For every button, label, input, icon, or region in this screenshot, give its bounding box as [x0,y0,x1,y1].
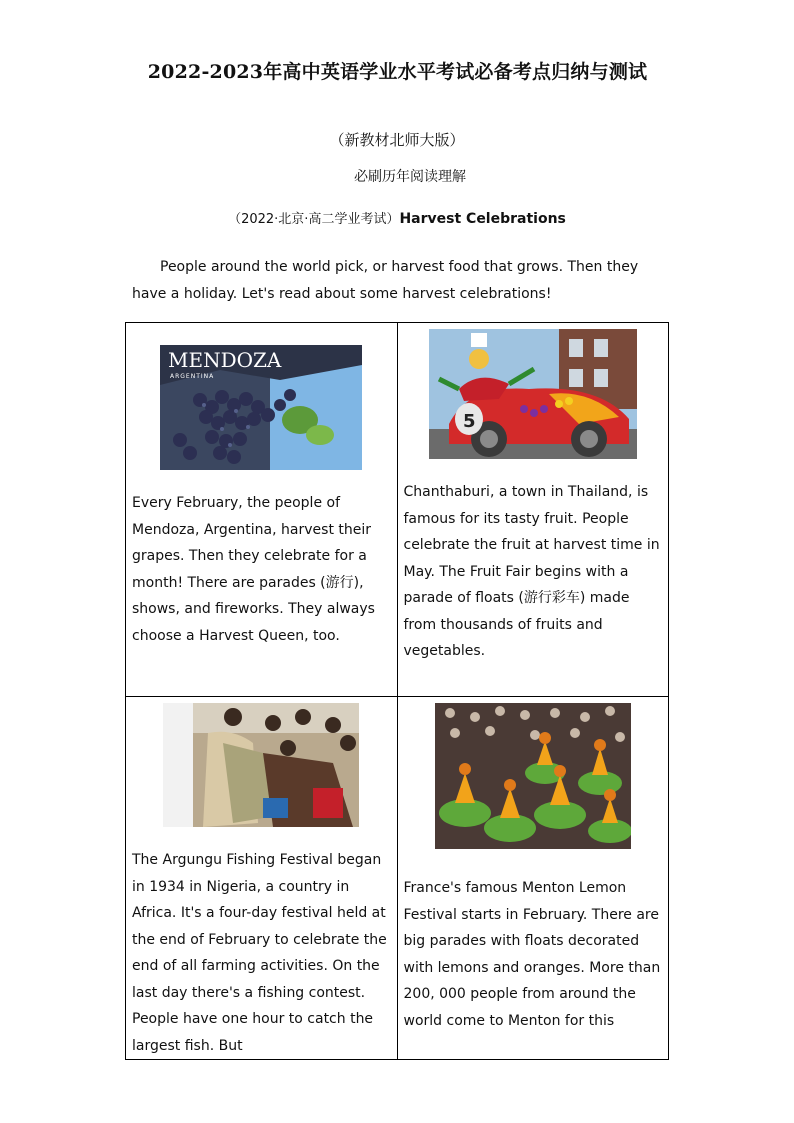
fishing-festival-image [163,703,359,827]
cell-chanthaburi [397,323,669,697]
edition-label: （新教材北师大版） [329,131,465,149]
section-heading: 必刷历年阅读理解 [354,169,466,185]
table-row [126,697,669,1060]
passage-source [0,208,794,231]
cell-text-menton: France's famous Menton Lemon Festival starts in February. There are big parades with floats decorated with lemons and oranges. More than 200, 000 people from around the world come to Menton for this [403,880,661,1029]
cell-menton [397,697,669,1060]
source-tag: （2022·北京·高二学业考试） [228,212,400,227]
document-title: 2022-2023年高中英语学业水平考试必备考点归纳与测试 [147,61,648,83]
intro-paragraph: People around the world pick, or harvest food that grows. Then they have a holiday. Let's read about some harvest celebrations! [132,259,639,302]
passage-title: Harvest Celebrations [399,211,566,227]
argentina-image-text: ARGENTINA [170,373,215,380]
fruit-float-image [429,329,637,459]
cell-text-chanthaburi: Chanthaburi, a town in Thailand, is famous for its tasty fruit. People celebrate the fruit at harvest time in May. The Fruit Fair begins with a parade of floats (游行彩车) made from thousands of fruits and vegetables. [403,484,660,659]
cell-argungu [126,697,398,1060]
lemon-festival-image [435,703,631,849]
festival-table [125,322,669,1060]
cell-mendoza [126,323,398,697]
mendoza-grapes-image [160,345,362,470]
mendoza-image-text: MENDOZA [168,348,282,372]
table-row [126,323,669,697]
cell-text-mendoza: Every February, the people of Mendoza, Argentina, harvest their grapes. Then they celebrate for a month! There are parades (游行), shows, and fireworks. They always choose a Harvest Queen, too. [132,495,375,644]
cell-text-argungu: The Argungu Fishing Festival began in 1934 in Nigeria, a country in Africa. It's a four-day festival held at the end of February to celebrate the end of all farming activities. On the last day there's a fishing contest. People have one hour to catch the largest fish. But [132,852,387,1054]
float-number: 5 [462,411,476,432]
